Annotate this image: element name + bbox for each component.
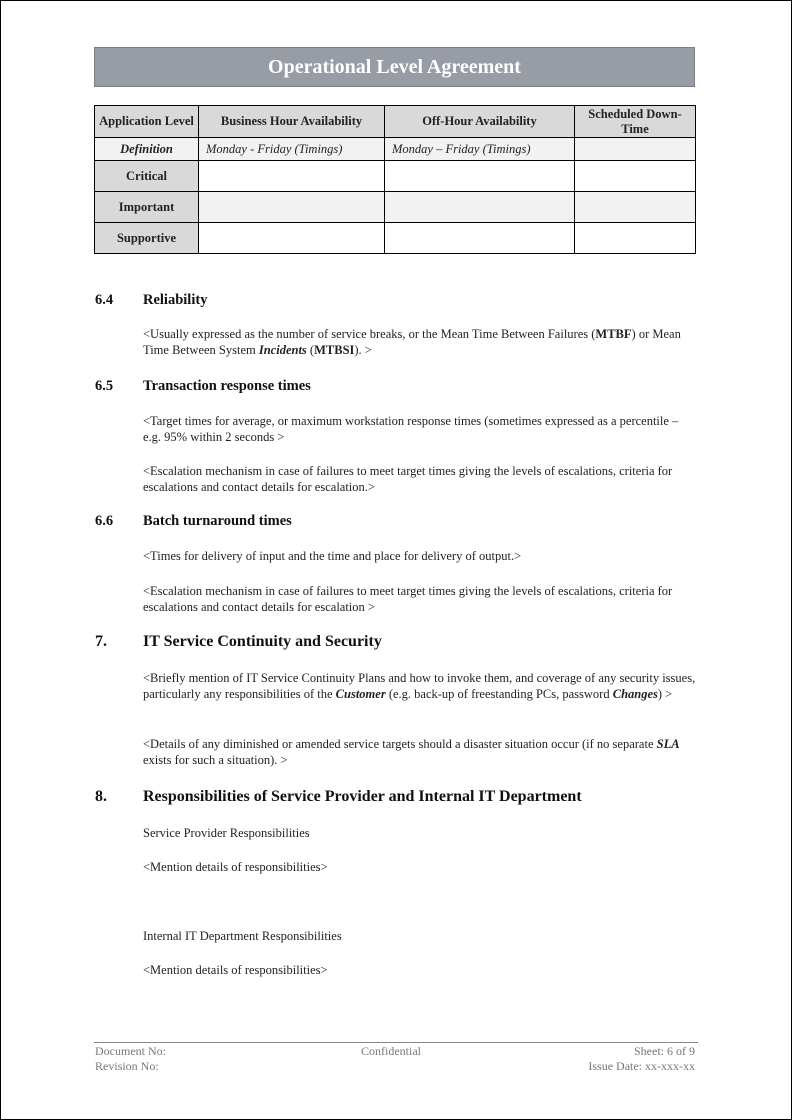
footer-revision-no: Revision No: bbox=[95, 1059, 159, 1073]
important-business-hours-cell bbox=[199, 192, 385, 223]
table-header-row bbox=[95, 106, 696, 138]
definition-label: Definition bbox=[95, 138, 199, 161]
batch-times-paragraph-1: <Times for delivery of input and the time and place for delivery of output.> bbox=[143, 549, 522, 563]
response-times-paragraph-1: <Target times for average, or maximum workstation response times (sometimes expressed as a percentile – e.g. 95% within 2 seconds > bbox=[143, 414, 679, 444]
row-level-important: Important bbox=[95, 192, 199, 223]
supportive-downtime-cell bbox=[575, 223, 696, 254]
section-title: Batch turnaround times bbox=[143, 513, 292, 529]
footer-sheet-number: Sheet: 6 of 9 bbox=[634, 1044, 695, 1058]
incidents-term: Incidents bbox=[258, 343, 307, 357]
internal-it-subheading: Internal IT Department Responsibilities bbox=[143, 929, 342, 943]
continuity-paragraph-1 bbox=[143, 670, 699, 702]
continuity-paragraph-2 bbox=[143, 736, 699, 768]
section-number: 8. bbox=[95, 788, 107, 805]
header-off-hour-availability: Off-Hour Availability bbox=[385, 106, 575, 138]
table-row bbox=[95, 161, 696, 192]
reliability-paragraph bbox=[143, 326, 699, 358]
supportive-business-hours-cell bbox=[199, 223, 385, 254]
important-off-hours-cell bbox=[385, 192, 575, 223]
service-provider-details: <Mention details of responsibilities> bbox=[143, 860, 328, 874]
text-run: <Briefly mention of IT Service Continuity Plans and how to invoke them, and coverage of any security issues, particularly any responsibilities of the bbox=[143, 671, 696, 701]
definition-off-hours: Monday – Friday (Timings) bbox=[385, 138, 575, 161]
sla-term: SLA bbox=[656, 737, 680, 751]
mtbsi-term: MTBSI bbox=[314, 343, 355, 357]
text-run: ( bbox=[306, 343, 315, 357]
section-number: 6.5 bbox=[95, 378, 114, 394]
critical-business-hours-cell bbox=[199, 161, 385, 192]
header-business-hour-availability: Business Hour Availability bbox=[199, 106, 385, 138]
definition-business-hours: Monday - Friday (Timings) bbox=[199, 138, 385, 161]
text-run: <Usually expressed as the number of service breaks, or the Mean Time Between Failures ( bbox=[143, 327, 596, 341]
critical-downtime-cell bbox=[575, 161, 696, 192]
section-number: 6.4 bbox=[95, 292, 114, 308]
text-run: ) or Mean Time Between System bbox=[143, 327, 681, 357]
document-title-banner bbox=[94, 47, 695, 87]
service-provider-subheading: Service Provider Responsibilities bbox=[143, 826, 310, 840]
footer-classification: Confidential bbox=[361, 1044, 421, 1058]
header-scheduled-down-time: Scheduled Down-Time bbox=[575, 106, 696, 138]
header-application-level: Application Level bbox=[95, 106, 199, 138]
definition-downtime bbox=[575, 138, 696, 161]
customer-term: Customer bbox=[335, 687, 386, 701]
ola-availability-table bbox=[94, 105, 696, 254]
table-row bbox=[95, 192, 696, 223]
mtbf-term: MTBF bbox=[595, 327, 632, 341]
text-run: (e.g. back-up of freestanding PCs, password bbox=[385, 687, 613, 701]
internal-it-details: <Mention details of responsibilities> bbox=[143, 963, 328, 977]
row-level-critical: Critical bbox=[95, 161, 199, 192]
row-level-supportive: Supportive bbox=[95, 223, 199, 254]
section-title: Transaction response times bbox=[143, 378, 311, 394]
supportive-off-hours-cell bbox=[385, 223, 575, 254]
text-run: ) > bbox=[657, 687, 673, 701]
footer-divider bbox=[94, 1042, 698, 1043]
section-number: 6.6 bbox=[95, 513, 114, 529]
text-run: ). > bbox=[354, 343, 372, 357]
text-run: <Details of any diminished or amended service targets should a disaster situation occur (if no separate bbox=[143, 737, 657, 751]
text-run: exists for such a situation). > bbox=[143, 753, 288, 767]
changes-term: Changes bbox=[612, 687, 658, 701]
critical-off-hours-cell bbox=[385, 161, 575, 192]
batch-times-paragraph-2: <Escalation mechanism in case of failures to meet target times giving the levels of escalations, criteria for escalations and contact details for escalation > bbox=[143, 584, 673, 614]
table-row bbox=[95, 223, 696, 254]
section-title: IT Service Continuity and Security bbox=[143, 633, 382, 650]
section-title: Responsibilities of Service Provider and Internal IT Department bbox=[143, 788, 582, 805]
footer-document-no: Document No: bbox=[95, 1044, 166, 1058]
footer-issue-date: Issue Date: xx-xxx-xx bbox=[588, 1059, 695, 1073]
section-title: Reliability bbox=[143, 292, 208, 308]
definition-row bbox=[95, 138, 696, 161]
important-downtime-cell bbox=[575, 192, 696, 223]
response-times-paragraph-2: <Escalation mechanism in case of failures to meet target times giving the levels of escalations, criteria for escalations and contact details for escalation.> bbox=[143, 464, 673, 494]
section-number: 7. bbox=[95, 633, 107, 650]
document-title: Operational Level Agreement bbox=[268, 55, 521, 78]
